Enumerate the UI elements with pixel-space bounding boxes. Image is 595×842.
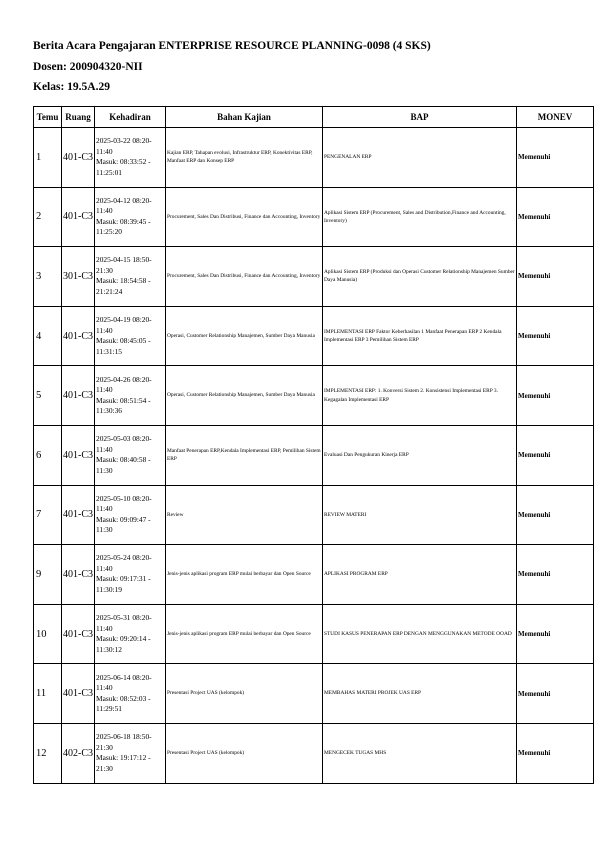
schedule-time: 2025-04-26 08:20-11:40 (96, 374, 152, 395)
cell-ruang: 401-C3 (62, 306, 95, 366)
schedule-time: 2025-06-14 08:20-11:40 (96, 672, 152, 693)
cell-kehadiran (95, 306, 166, 366)
attendance-time: Masuk: 08:52:03 - 11:29:51 (96, 693, 151, 714)
cell-temu: 10 (34, 604, 62, 664)
cell-kehadiran (95, 425, 166, 485)
cell-temu: 2 (34, 187, 62, 247)
attendance-time: Masuk: 08:39:45 - 11:25:20 (96, 216, 151, 237)
cell-bap: Aplikasi Sistem ERP (Produksi dan Operasi Customer Relationship Manajemen Sumber Daya Manusia) (323, 247, 517, 307)
table-row (34, 366, 594, 426)
cell-bap: Aplikasi Sistem ERP (Procurement, Sales and Distribution,Finance and Accounting, Inventory) (323, 187, 517, 247)
table-row (34, 128, 594, 188)
cell-monev: Memenuhi (517, 425, 594, 485)
attendance-time: Masuk: 09:09:47 - 11:30 (96, 514, 151, 535)
cell-monev: Memenuhi (517, 247, 594, 307)
cell-temu: 7 (34, 485, 62, 545)
schedule-time: 2025-05-10 08:20-11:40 (96, 493, 152, 514)
table-row (34, 425, 594, 485)
col-header-bap: BAP (323, 107, 517, 128)
schedule-time: 2025-04-15 18:50-21:30 (96, 255, 152, 275)
cell-bap: IMPLEMENTASI ERP: 1. Konversi Sistem 2. Konsistensi Implementasi ERP 3. Kegagalan Implementasi ERP (323, 366, 517, 426)
table-row (34, 485, 594, 545)
schedule-time: 2025-05-31 08:20-11:40 (96, 613, 152, 633)
cell-ruang: 401-C3 (62, 545, 95, 605)
lecturer-line: Dosen: 200904320-NII (33, 61, 143, 73)
cell-kehadiran (95, 247, 166, 307)
attendance-time: Masuk: 08:33:52 - 11:25:01 (96, 157, 151, 177)
schedule-time: 2025-05-03 08:20-11:40 (96, 434, 152, 454)
cell-temu: 12 (34, 723, 62, 783)
table-header-row (34, 107, 594, 128)
cell-bahan-kajian: Presentasi Project UAS (kelompok) (166, 723, 323, 783)
table-row (34, 604, 594, 664)
cell-monev: Memenuhi (517, 485, 594, 545)
cell-bap: APLIKASI PROGRAM ERP (323, 545, 517, 605)
cell-temu: 1 (34, 128, 62, 188)
cell-monev: Memenuhi (517, 604, 594, 664)
cell-kehadiran (95, 187, 166, 247)
cell-temu: 4 (34, 306, 62, 366)
cell-kehadiran (95, 485, 166, 545)
cell-monev: Memenuhi (517, 545, 594, 605)
table-row (34, 664, 594, 724)
cell-ruang: 401-C3 (62, 485, 95, 545)
attendance-time: Masuk: 18:54:58 - 21:21:24 (96, 276, 151, 296)
cell-kehadiran (95, 723, 166, 783)
cell-bahan-kajian: Manfaat Penerapan ERP,Kendala Implementasi ERP, Pemilihan Sistem ERP (166, 425, 323, 485)
cell-ruang: 401-C3 (62, 187, 95, 247)
cell-kehadiran (95, 545, 166, 605)
cell-bap: Evaluasi Dan Pengukuran Kinerja ERP (323, 425, 517, 485)
cell-monev: Memenuhi (517, 187, 594, 247)
attendance-time: Masuk: 08:45:05 - 11:31:15 (96, 336, 151, 356)
teaching-record-table (33, 106, 594, 784)
cell-ruang: 401-C3 (62, 366, 95, 426)
cell-monev: Memenuhi (517, 128, 594, 188)
cell-monev: Memenuhi (517, 664, 594, 724)
col-header-ruang: Ruang (62, 107, 95, 128)
attendance-time: Masuk: 09:20:14 - 11:30:12 (96, 634, 151, 654)
class-line: Kelas: 19.5A.29 (33, 81, 110, 93)
cell-ruang: 301-C3 (62, 247, 95, 307)
cell-bahan-kajian: Operasi, Customer Relationship Manajemen, Sumber Daya Manusia (166, 306, 323, 366)
schedule-time: 2025-05-24 08:20-11:40 (96, 553, 152, 573)
cell-bap: MEMBAHAS MATERI PROJEK UAS ERP (323, 664, 517, 724)
cell-bap: IMPLEMENTASI ERP Faktor Keberhasilan 1 Manfaat Penerapan ERP 2 Kendala Implementasi ERP 3 Pemilihan Sistem ERP (323, 306, 517, 366)
schedule-time: 2025-03-22 08:20-11:40 (96, 136, 152, 156)
cell-bap: STUDI KASUS PENERAPAN ERP DENGAN MENGGUNAKAN METODE OOAD (323, 604, 517, 664)
cell-bap: PENGENALAN ERP (323, 128, 517, 188)
cell-bap: REVIEW MATERI (323, 485, 517, 545)
schedule-time: 2025-04-19 08:20-11:40 (96, 315, 152, 335)
col-header-temu: Temu (34, 107, 62, 128)
cell-kehadiran (95, 604, 166, 664)
schedule-time: 2025-04-12 08:20-11:40 (96, 195, 152, 216)
cell-kehadiran (95, 366, 166, 426)
cell-bahan-kajian: Presentasi Project UAS (kelompok) (166, 664, 323, 724)
cell-ruang: 402-C3 (62, 723, 95, 783)
document-title: Berita Acara Pengajaran ENTERPRISE RESOURCE PLANNING-0098 (4 SKS) (33, 40, 431, 52)
attendance-time: Masuk: 19:17:12 - 21:30 (96, 753, 151, 773)
cell-temu: 6 (34, 425, 62, 485)
cell-monev: Memenuhi (517, 306, 594, 366)
cell-temu: 3 (34, 247, 62, 307)
cell-bahan-kajian: Procurement, Sales Dan Distribusi, Finance dan Accounting, Inventory (166, 247, 323, 307)
table-row (34, 187, 594, 247)
cell-temu: 9 (34, 545, 62, 605)
cell-bahan-kajian: Operasi, Customer Relationship Manajemen, Sumber Daya Manusia (166, 366, 323, 426)
cell-ruang: 401-C3 (62, 664, 95, 724)
cell-bap: MENGECEK TUGAS MHS (323, 723, 517, 783)
table-row (34, 723, 594, 783)
cell-bahan-kajian: Procurement, Sales Dan Distribusi, Finance dan Accounting, Inventory (166, 187, 323, 247)
table-row (34, 306, 594, 366)
cell-ruang: 401-C3 (62, 425, 95, 485)
col-header-kehadiran: Kehadiran (95, 107, 166, 128)
cell-bahan-kajian: Kajian ERP, Tahapan evolusi, Infrastruktur ERP, Konektivitas ERP, Manfaat ERP dan Konsep ERP (166, 128, 323, 188)
attendance-time: Masuk: 08:40:58 - 11:30 (96, 455, 151, 475)
table-row (34, 247, 594, 307)
cell-ruang: 401-C3 (62, 604, 95, 664)
cell-kehadiran (95, 664, 166, 724)
cell-ruang: 401-C3 (62, 128, 95, 188)
attendance-time: Masuk: 09:17:31 - 11:30:19 (96, 574, 151, 594)
cell-temu: 5 (34, 366, 62, 426)
cell-temu: 11 (34, 664, 62, 724)
col-header-bahan-kajian: Bahan Kajian (166, 107, 323, 128)
cell-bahan-kajian: Review (166, 485, 323, 545)
cell-kehadiran (95, 128, 166, 188)
cell-monev: Memenuhi (517, 366, 594, 426)
cell-monev: Memenuhi (517, 723, 594, 783)
attendance-time: Masuk: 08:51:54 - 11:30:36 (96, 395, 151, 416)
cell-bahan-kajian: Jenis-jenis aplikasi program ERP mulai berbayar dan Open Source (166, 545, 323, 605)
table-row (34, 545, 594, 605)
col-header-monev: MONEV (517, 107, 594, 128)
cell-bahan-kajian: Jenis-jenis aplikasi program ERP mulai berbayar dan Open Source (166, 604, 323, 664)
schedule-time: 2025-06-18 18:50-21:30 (96, 732, 152, 752)
